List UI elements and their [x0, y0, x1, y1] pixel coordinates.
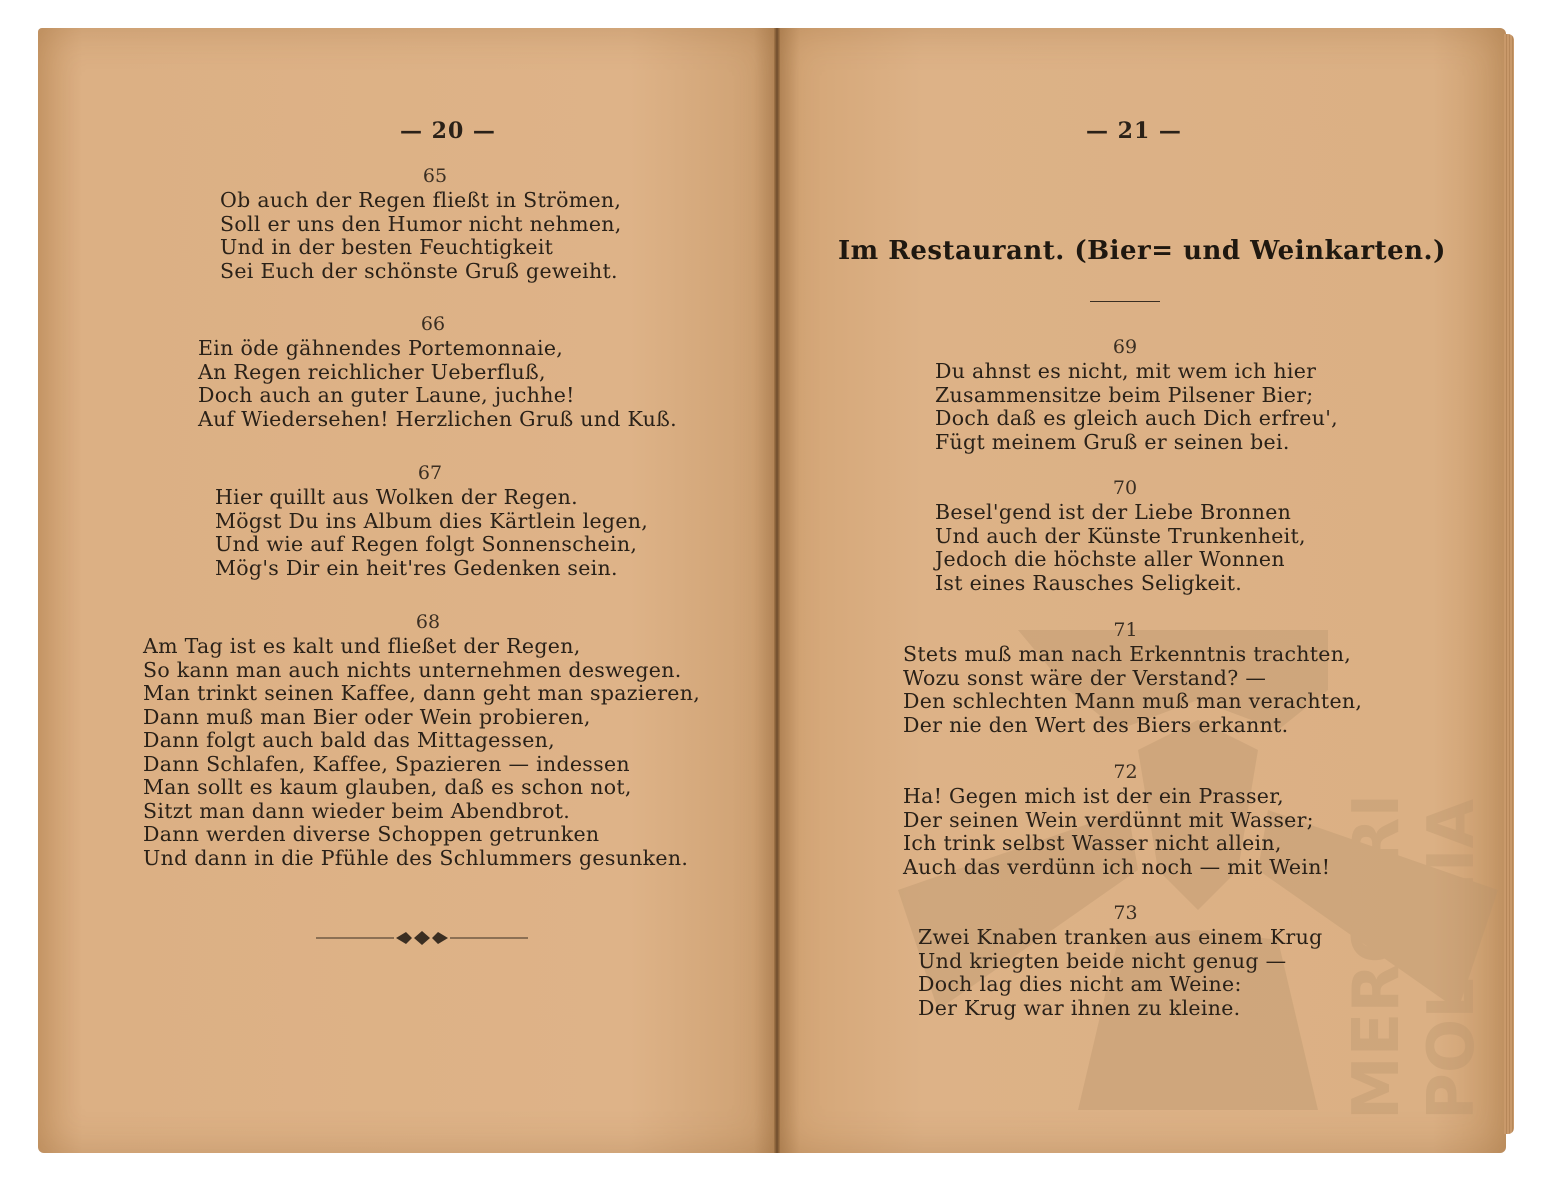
verse-line: Ein öde gähnendes Portemonnaie,	[198, 336, 564, 360]
verse-line: Doch auch an guter Laune, juchhe!	[198, 383, 575, 407]
verse-line: Man trinkt seinen Kaffee, dann geht man spazieren,	[143, 681, 701, 705]
verse-number: 72	[1113, 761, 1138, 783]
verse-70	[935, 477, 1315, 595]
verse-line: Auf Wiedersehen! Herzlichen Gruß und Kuß.	[198, 406, 677, 431]
verse-72	[903, 761, 1348, 879]
verse-line: Und dann in die Pfühle des Schlummers gesunken.	[143, 845, 689, 870]
verse-line: Und auch der Künste Trunkenheit,	[935, 523, 1306, 548]
verse-line: Zusammensitze beim Pilsener Bier;	[935, 382, 1314, 407]
verse-line: Den schlechten Mann muß man verachten,	[903, 689, 1363, 713]
verse-line: Ob auch der Regen fließt in Strömen,	[220, 188, 622, 212]
verse-68	[143, 611, 713, 870]
verse-number: 73	[1113, 902, 1138, 924]
verse-number: 71	[1113, 619, 1138, 641]
verse-line: Dann folgt auch bald das Mittagessen,	[143, 728, 555, 752]
verse-66	[198, 313, 677, 431]
verse-line: Soll er uns den Humor nicht nehmen,	[220, 211, 622, 236]
verse-line: Dann werden diverse Schoppen getrunken	[143, 822, 600, 846]
verse-65	[220, 165, 650, 283]
heading-rule	[1090, 301, 1160, 302]
verse-line: Fügt meinem Gruß er seinen bei.	[935, 429, 1290, 454]
verse-69	[935, 336, 1338, 454]
verse-line: Wozu sonst wäre der Verstand? —	[903, 665, 1267, 690]
page-number-right: — 21 —	[1086, 118, 1182, 144]
verse-line: Stets muß man nach Erkenntnis trachten,	[903, 642, 1352, 666]
verse-line: Hier quillt aus Wolken der Regen.	[215, 485, 578, 509]
verse-line: So kann man auch nichts unternehmen deswegen.	[143, 657, 682, 682]
verse-number: 65	[422, 165, 448, 187]
verse-line: Und in der besten Feuchtigkeit	[220, 235, 554, 259]
verse-line: Ist eines Rausches Seligkeit.	[935, 570, 1243, 595]
verse-line: Mögst Du ins Album dies Kärtlein legen,	[215, 508, 649, 533]
verse-number: 70	[1112, 477, 1138, 499]
verse-line: Der Krug war ihnen zu kleine.	[918, 995, 1241, 1020]
verse-line: Doch lag dies nicht am Weine:	[918, 972, 1242, 996]
verse-line: Sei Euch der schönste Gruß geweiht.	[220, 258, 618, 283]
verse-line: Am Tag ist es kalt und fließet der Regen,	[143, 634, 581, 658]
page-edges	[1504, 34, 1514, 1134]
ornament-divider-icon	[316, 928, 528, 948]
verse-line: Und kriegten beide nicht genug —	[918, 948, 1287, 973]
verse-number: 66	[420, 313, 446, 335]
section-heading: Im Restaurant. (Bier= und Weinkarten.)	[838, 236, 1446, 266]
verse-number: 67	[417, 462, 443, 484]
verse-line: Ich trink selbst Wasser nicht allein,	[903, 831, 1282, 855]
verse-line: Jedoch die höchste aller Wonnen	[935, 547, 1285, 571]
verse-line: Doch daß es gleich auch Dich erfreu',	[935, 406, 1338, 430]
page-number-left: — 20 —	[400, 118, 496, 144]
verse-line: Du ahnst es nicht, mit wem ich hier	[935, 359, 1317, 383]
verse-line: Zwei Knaben tranken aus einem Krug	[918, 925, 1323, 949]
verse-line: Sitzt man dann wieder beim Abendbrot.	[143, 798, 571, 823]
verse-line: Besel'gend ist der Liebe Bronnen	[935, 500, 1292, 524]
verse-67	[215, 462, 648, 580]
verse-line: Ha! Gegen mich ist der ein Prasser,	[903, 784, 1284, 808]
verse-line: Der nie den Wert des Biers erkannt.	[903, 712, 1289, 737]
verse-line: Mög's Dir ein heit'res Gedenken sein.	[215, 555, 618, 580]
verse-line: Und wie auf Regen folgt Sonnenschein,	[215, 532, 638, 556]
verse-number: 69	[1112, 336, 1138, 358]
verse-line: Dann muß man Bier oder Wein probieren,	[143, 704, 591, 729]
watermark-text-1: MERCARI	[1340, 793, 1414, 1120]
verse-line: Man sollt es kaum glauben, daß es schon not,	[143, 775, 632, 799]
verse-71	[903, 619, 1362, 737]
book-gutter	[774, 28, 780, 1153]
verse-line: Der seinen Wein verdünnt mit Wasser;	[903, 807, 1314, 832]
watermark-text-2: POLONIA	[1415, 798, 1489, 1120]
verse-73	[918, 902, 1333, 1020]
verse-line: An Regen reichlicher Ueberfluß,	[198, 359, 546, 384]
verse-line: Dann Schlafen, Kaffee, Spazieren — indessen	[143, 751, 630, 776]
verse-number: 68	[415, 611, 441, 633]
verse-line: Auch das verdünn ich noch — mit Wein!	[903, 854, 1331, 879]
